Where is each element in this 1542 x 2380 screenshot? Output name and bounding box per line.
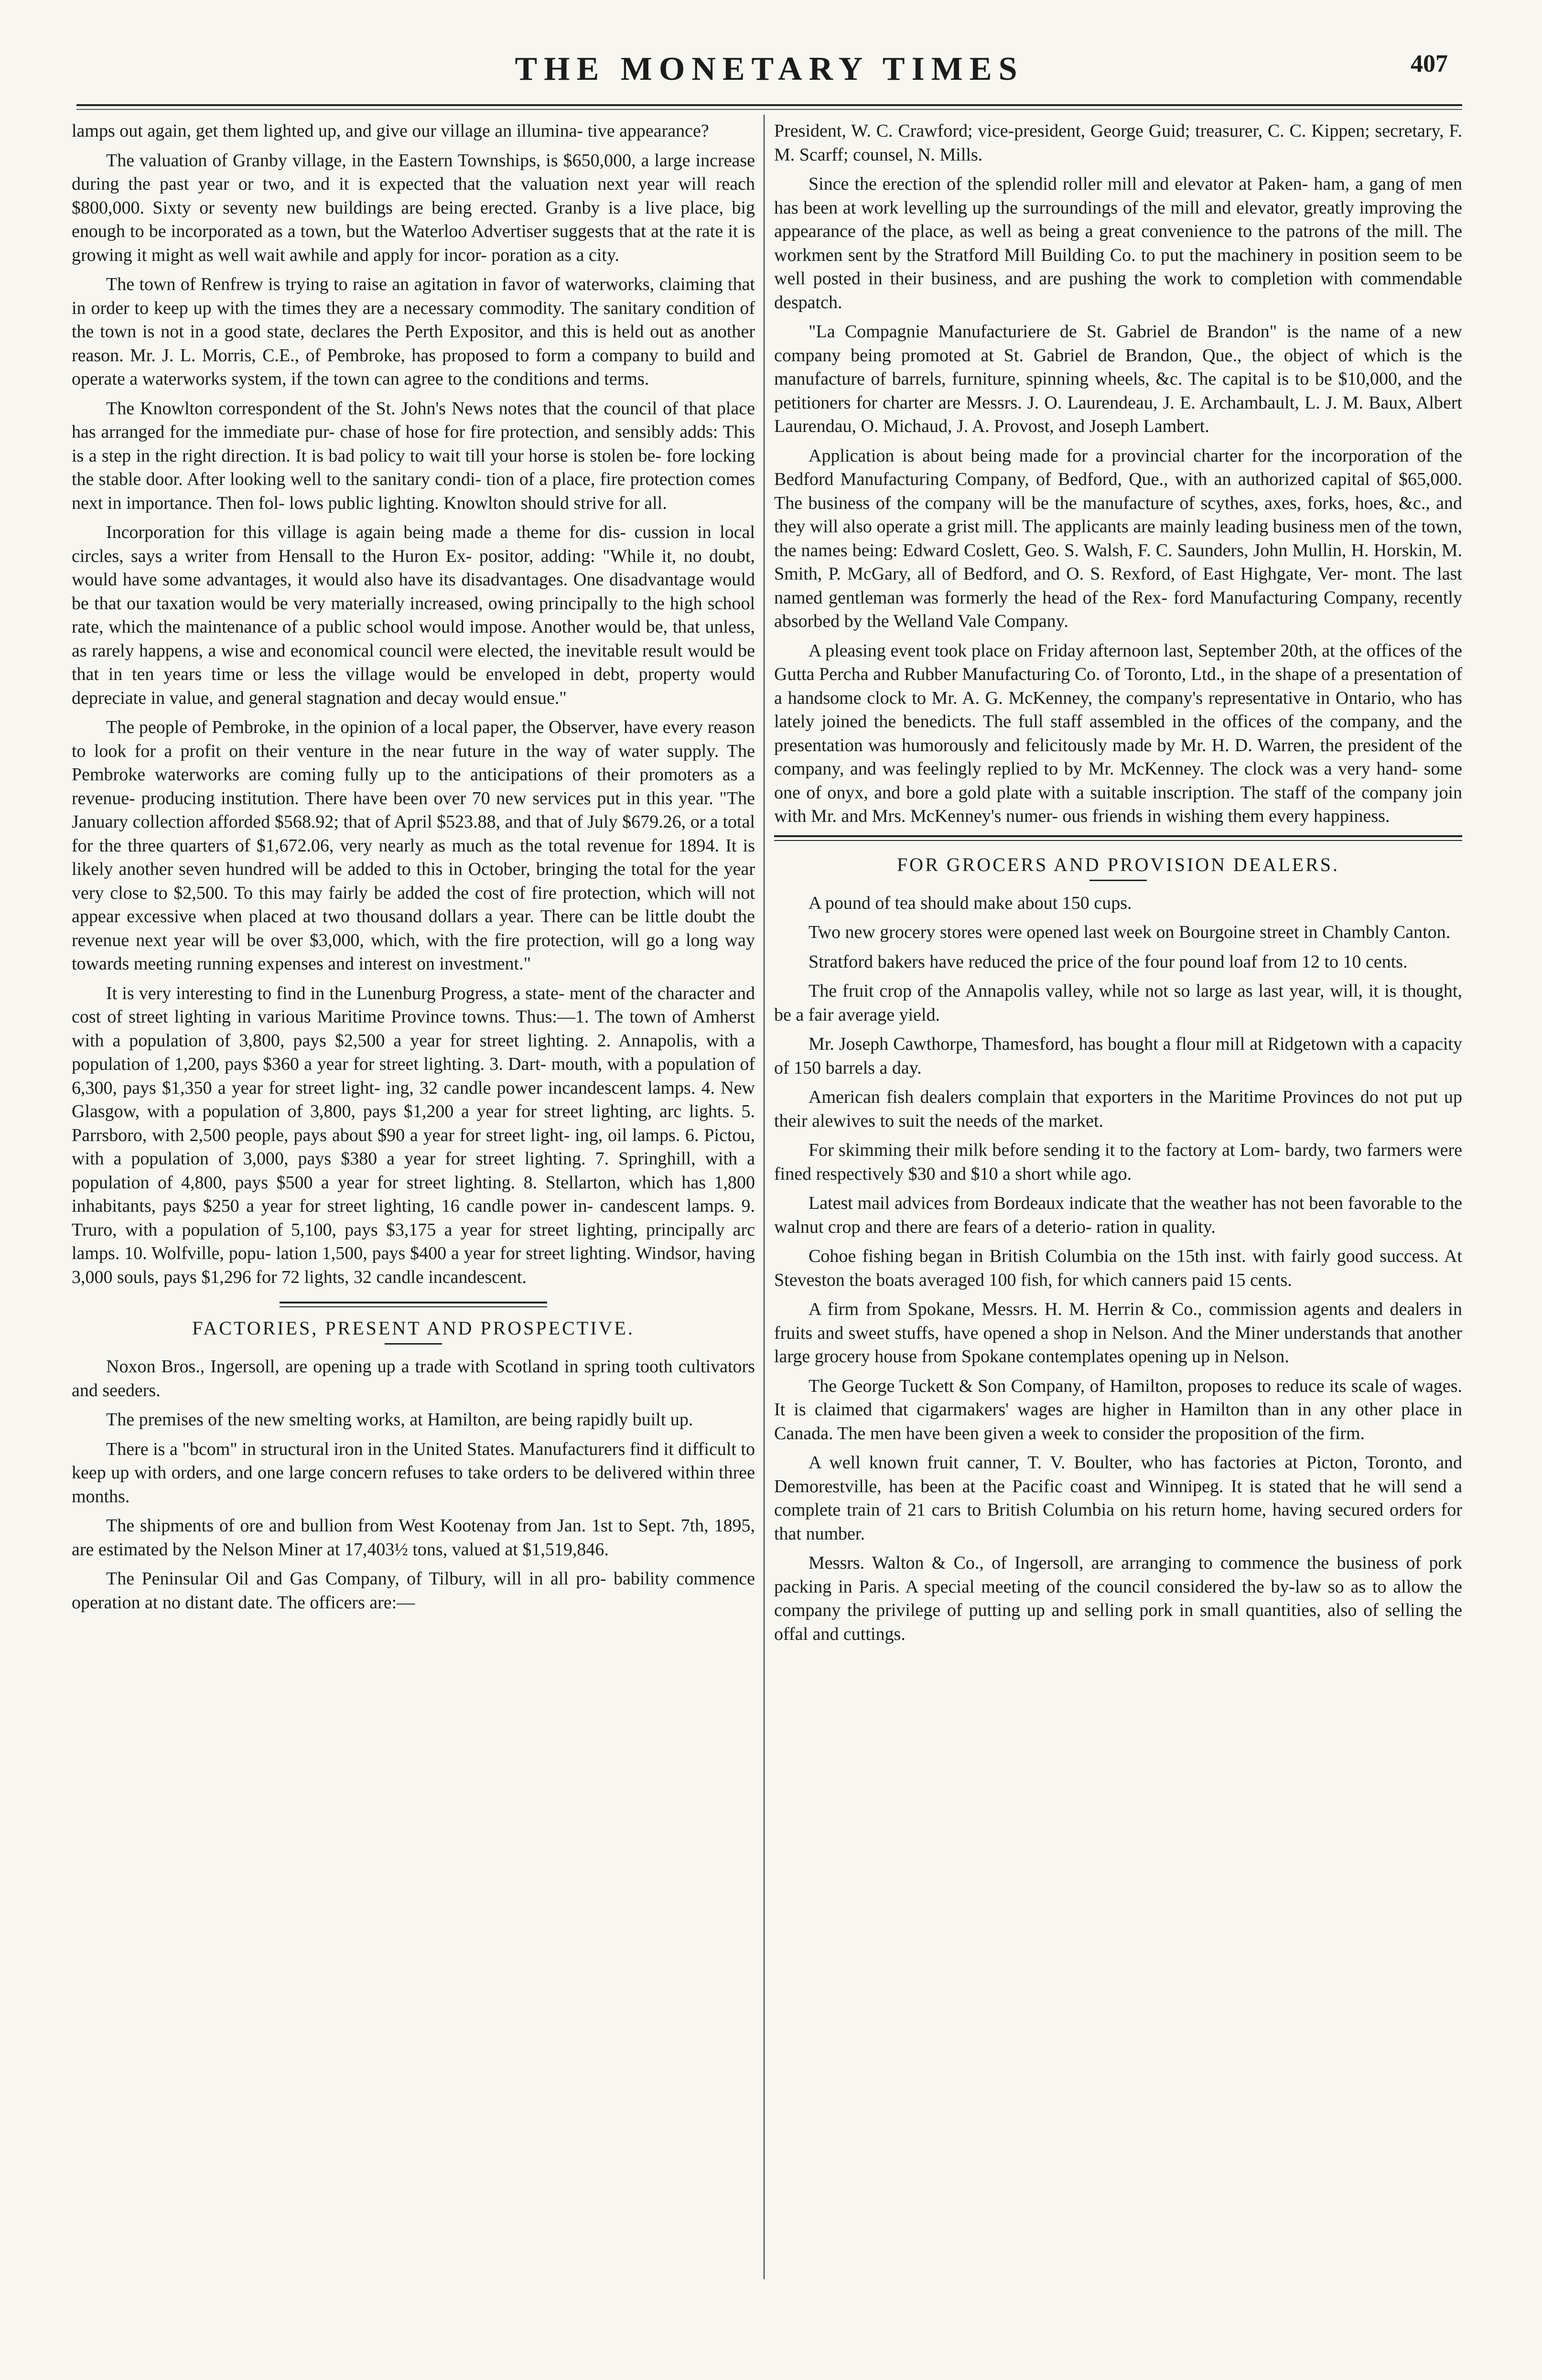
paragraph: The premises of the new smelting works, at Hamilton, are being rapidly built up. [106, 1410, 693, 1430]
paragraph: Two new grocery stores were opened last week on Bourgoine street in Chambly Canton. [809, 922, 1451, 942]
masthead-title: THE MONETARY TIMES [515, 51, 1024, 87]
paragraph: President, W. C. Crawford; vice-president, George Guid; treasurer, C. C. Kippen; secretary, F. M. Scarff; counsel, N. Mills. [774, 121, 1462, 165]
paragraph: The fruit crop of the Annapolis valley, while not so large as last year, will, it is thought, be a fair average yield. [774, 981, 1462, 1025]
paragraph: For skimming their milk before sending it to the factory at Lom- bardy, two farmers were fined respectively $30 and $10 a short while ago. [774, 1140, 1462, 1184]
paragraph: The shipments of ore and bullion from West Kootenay from Jan. 1st to Sept. 7th, 1895, are estimated by the Nelson Miner at 17,403½ tons, valued at $1,519,846. [72, 1516, 755, 1560]
header-rule-thin [76, 109, 1462, 110]
paragraph: Application is about being made for a provincial charter for the incorporation of the Bedford Manufacturing Company, of Bedford, Que., with an authorized capital of $65,000. The business of the company will be the manufacture of scythes, axes, forks, hoes, &c., and they will also operate a grist mill. The applicants are mainly leading business men of the town, the names being: Edward Coslett, Geo. S. Walsh, F. C. Saunders, John Mullin, H. Horskin, M. Smith, P. McGary, all of Bedford, and O. S. Rexford, of East Highgate, Ver- mont. The last named gentleman was formerly the head of the Rex- ford Manufacturing Company, recently absorbed by the Welland Vale Company. [774, 445, 1462, 631]
paragraph: A pound of tea should make about 150 cups. [809, 893, 1132, 913]
paragraph: A well known fruit canner, T. V. Boulter, who has factories at Picton, Toronto, and Demorestville, has been at the Pacific coast and Winnipeg. It is stated that he will send a complete train of 21 cars to British Columbia on his return home, having secured orders for that number. [774, 1453, 1462, 1544]
paragraph: It is very interesting to find in the Lunenburg Progress, a state- ment of the character and cost of street lighting in various Maritime Province towns. Thus:—1. The town of Amherst with a population of 3,800, pays $2,500 a year for street lighting. 2. Annapolis, with a population of 1,200, pays $360 a year for street lighting. 3. Dart- mouth, with a population of 6,300, pays $1,350 a year for street light- ing, 32 candle power incandescent lamps. 4. New Glasgow, with a population of 3,800, pays $1,200 a year for street lighting, arc lights. 5. Parrsboro, with 2,500 people, pays about $90 a year for street light- ing, oil lamps. 6. Pictou, with a population of 3,000, pays $380 a year for street lighting. 7. Springhill, with a population of 4,800, pays $500 a year for street lighting. 8. Stellarton, which has 1,800 inhabitants, pays $250 a year for street lighting, 16 candle power in- candescent lamps. 9. Truro, with a population of 5,100, pays $3,175 a year for street lighting, principally arc lamps. 10. Wolfville, popu- lation 1,500, pays $400 a year for street lighting. Windsor, having 3,000 souls, pays $1,296 for 72 lights, 32 candle incandescent. [72, 983, 755, 1287]
paragraph: The people of Pembroke, in the opinion of a local paper, the Observer, have every reason to look for a profit on their venture in the near future in the way of water supply. The Pembroke waterworks are coming fully up to the anticipations of their promoters as a revenue- producing institution. There have been over 70 new services put in this year. "The January collection afforded $568.92; that of April $523.88, and that of July $679.26, or a total for the three quarters of $1,672.06, very nearly as much as the total revenue for 1894. It is likely another seven hundred will be added to this in October, bringing the total for the year very close to $2,500. To this may fairly be added the cost of fire protection, which will not appear excessive when placed at two thousand dollars a year. There can be little doubt the revenue next year will be over $3,000, which, with the fire protection, will go a long way towards meeting running expenses and interest on investment." [72, 717, 755, 974]
heading-underline [1089, 880, 1147, 881]
paragraph: Noxon Bros., Ingersoll, are opening up a trade with Scotland in spring tooth cultivators and seeders. [72, 1357, 755, 1400]
paragraph: American fish dealers complain that exporters in the Maritime Provinces do not put up their alewives to suit the needs of the market. [774, 1087, 1462, 1131]
page-header [76, 48, 1462, 115]
left-column [72, 119, 755, 2279]
paragraph: "La Compagnie Manufacturiere de St. Gabriel de Brandon" is the name of a new company being promoted at St. Gabriel de Brandon, Que., the object of which is the manufacture of barrels, furniture, spinning wheels, &c. The capital is to be $10,000, and the petitioners for charter are Messrs. J. O. Laurendeau, J. E. Archambault, L. J. M. Baux, Albert Laurendau, O. Michaud, J. A. Provost, and Joseph Lambert. [774, 322, 1462, 436]
section-heading-grocers: FOR GROCERS AND PROVISION DEALERS. [896, 853, 1340, 875]
section-heading-factories: FACTORIES, PRESENT AND PROSPECTIVE. [192, 1317, 635, 1339]
page-number: 407 [1411, 50, 1448, 77]
column-divider [764, 115, 765, 2279]
paragraph: Stratford bakers have reduced the price of the four pound loaf from 12 to 10 cents. [809, 951, 1408, 972]
paragraph: The George Tuckett & Son Company, of Hamilton, proposes to reduce its scale of wages. It is claimed that cigarmakers' wages are higher in Hamilton than in any other place in Canada. The men have been given a week to consider the proposition of the firm. [774, 1376, 1462, 1443]
paragraph: There is a "bcom" in structural iron in the United States. Manufacturers find it difficult to keep up with orders, and one large concern refuses to take orders to be delivered within three months. [72, 1439, 755, 1507]
paragraph: lamps out again, get them lighted up, and give our village an illumina- tive appearance? [72, 121, 709, 141]
paragraph: Latest mail advices from Bordeaux indicate that the weather has not been favorable to the walnut crop and there are fears of a deterio- ration in quality. [774, 1193, 1462, 1237]
paragraph: Mr. Joseph Cawthorpe, Thamesford, has bought a flour mill at Ridgetown with a capacity of 150 barrels a day. [774, 1034, 1462, 1078]
right-column [774, 119, 1462, 2279]
paragraph: Since the erection of the splendid roller mill and elevator at Paken- ham, a gang of men has been at work levelling up the surroundings of the mill and elevator, greatly improving the appearance of the place, as well as being a great convenience to the patrons of the mill. The workmen sent by the Stratford Mill Building Co. to put the machinery in position seem to be well posted in their business, and are pushing the work to completion with commendable despatch. [774, 174, 1462, 312]
section-divider [774, 835, 1462, 841]
paragraph: A pleasing event took place on Friday afternoon last, September 20th, at the offices of the Gutta Percha and Rubber Manufacturing Co. of Toronto, Ltd., in the shape of a presentation of a handsome clock to Mr. A. G. McKenney, the company's representative in Ontario, who has lately joined the benedicts. The full staff assembled in the offices of the company, and the presentation was humorously and felicitously made by Mr. H. D. Warren, the president of the company, and was feelingly replied to by Mr. McKenney. The clock was a very hand- some one of onyx, and bore a gold plate with a suitable inscription. The staff of the company join with Mr. and Mrs. McKenney's numer- ous friends in wishing them every happiness. [774, 640, 1462, 826]
paragraph: The town of Renfrew is trying to raise an agitation in favor of waterworks, claiming that in order to keep up with the times they are a necessary commodity. The sanitary condition of the town is not in a good state, declares the Perth Expositor, and this is held out as another reason. Mr. J. L. Morris, C.E., of Pembroke, has proposed to form a company to build and operate a waterworks system, if the town can agree to the conditions and terms. [72, 274, 755, 389]
paragraph: A firm from Spokane, Messrs. H. M. Herrin & Co., commission agents and dealers in fruits and sweet stuffs, have opened a shop in Nelson. And the Miner understands that another large grocery house from Spokane contemplates opening up in Nelson. [774, 1299, 1462, 1367]
paragraph: Messrs. Walton & Co., of Ingersoll, are arranging to commence the business of pork packing in Paris. A special meeting of the council considered the by-law so as to allow the company the privilege of putting up and selling pork in small quantities, also of selling the offal and cuttings. [774, 1553, 1462, 1644]
section-divider [280, 1302, 547, 1307]
paragraph: Incorporation for this village is again being made a theme for dis- cussion in local circles, says a writer from Hensall to the Huron Ex- positor, adding: "While it, no doubt, would have some advantages, it would also have its disadvantages. One disadvantage would be that our taxation would be very materially increased, owing principally to the high school rate, which the maintenance of a public school would impose. Another would be, that unless, as rarely happens, a wise and economical council were elected, the inevitable result would be that in ten years time or less the village would be enveloped in debt, property would depreciate in value, and general stagnation and decay would ensue." [72, 522, 755, 708]
paragraph: The Peninsular Oil and Gas Company, of Tilbury, will in all pro- bability commence operation at no distant date. The officers are:— [72, 1569, 755, 1613]
paragraph: The valuation of Granby village, in the Eastern Townships, is $650,000, a large increase during the past year or two, and it is expected that the valuation next year will reach $800,000. Sixty or seventy new buildings are being erected. Granby is a live place, big enough to be incorporated as a town, but the Waterloo Advertiser suggests that at the rate it is growing it might as well wait awhile and apply for incor- poration as a city. [72, 150, 755, 265]
paragraph: Cohoe fishing began in British Columbia on the 15th inst. with fairly good success. At Steveston the boats averaged 100 fish, for which canners paid 15 cents. [774, 1246, 1462, 1290]
header-rule [76, 104, 1462, 106]
heading-underline [385, 1343, 442, 1345]
paragraph: The Knowlton correspondent of the St. John's News notes that the council of that place has arranged for the immediate pur- chase of hose for fire protection, and sensibly adds: This is a step in the right direction. It is bad policy to wait till your horse is stolen be- fore locking the stable door. After looking well to the sanitary condi- tion of a place, fire protection comes next in importance. Then fol- lows public lighting. Knowlton should strive for all. [72, 398, 755, 513]
